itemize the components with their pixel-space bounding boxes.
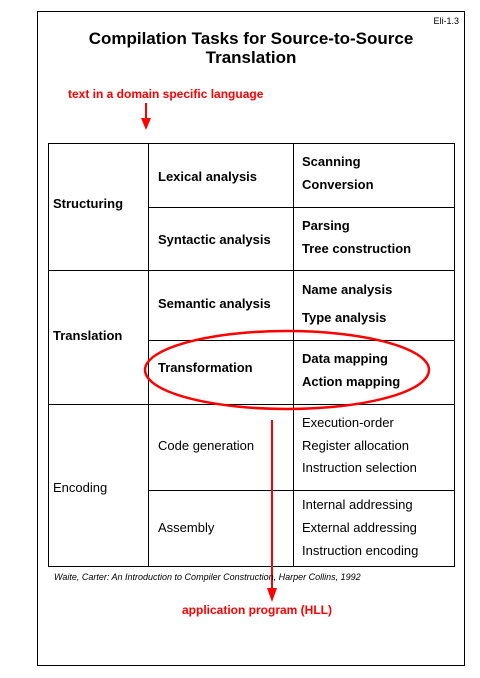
subtask-conversion: Conversion — [302, 177, 374, 192]
task-lexical-analysis: Lexical analysis — [158, 169, 258, 184]
phase-translation: Translation — [53, 328, 123, 343]
output-note: application program (HLL) — [182, 603, 332, 617]
input-note: text in a domain specific language — [68, 87, 264, 101]
subtask-parsing: Parsing — [302, 218, 350, 233]
citation: Waite, Carter: An Introduction to Compiler Construction, Harper Collins, 1992 — [54, 572, 361, 582]
output-arrow-head — [267, 588, 277, 602]
task-syntactic-analysis: Syntactic analysis — [158, 232, 271, 247]
slide-id: Eli-1.3 — [433, 16, 459, 26]
task-transformation: Transformation — [158, 360, 253, 375]
task-assembly: Assembly — [158, 520, 215, 535]
phase-structuring: Structuring — [53, 196, 124, 211]
input-arrow-head — [141, 118, 151, 130]
task-semantic-analysis: Semantic analysis — [158, 296, 271, 311]
subtask-tree-construction: Tree construction — [302, 241, 412, 256]
subtask-instruction-encoding: Instruction encoding — [302, 543, 419, 558]
subtask-instruction-selection: Instruction selection — [302, 460, 417, 475]
subtask-type-analysis: Type analysis — [302, 310, 387, 325]
subtask-name-analysis: Name analysis — [302, 282, 393, 297]
subtask-data-mapping: Data mapping — [302, 351, 388, 366]
subtask-execution-order: Execution-order — [302, 415, 394, 430]
title-line-1: Compilation Tasks for Source-to-Source — [88, 29, 414, 48]
subtask-action-mapping: Action mapping — [302, 374, 401, 389]
subtask-register-allocation: Register allocation — [302, 438, 409, 453]
subtask-internal-addressing: Internal addressing — [302, 497, 413, 512]
title-line-2: Translation — [205, 48, 297, 67]
subtask-scanning: Scanning — [302, 154, 361, 169]
phase-encoding: Encoding — [53, 480, 108, 495]
task-code-generation: Code generation — [158, 438, 255, 453]
subtask-external-addressing: External addressing — [302, 520, 417, 535]
